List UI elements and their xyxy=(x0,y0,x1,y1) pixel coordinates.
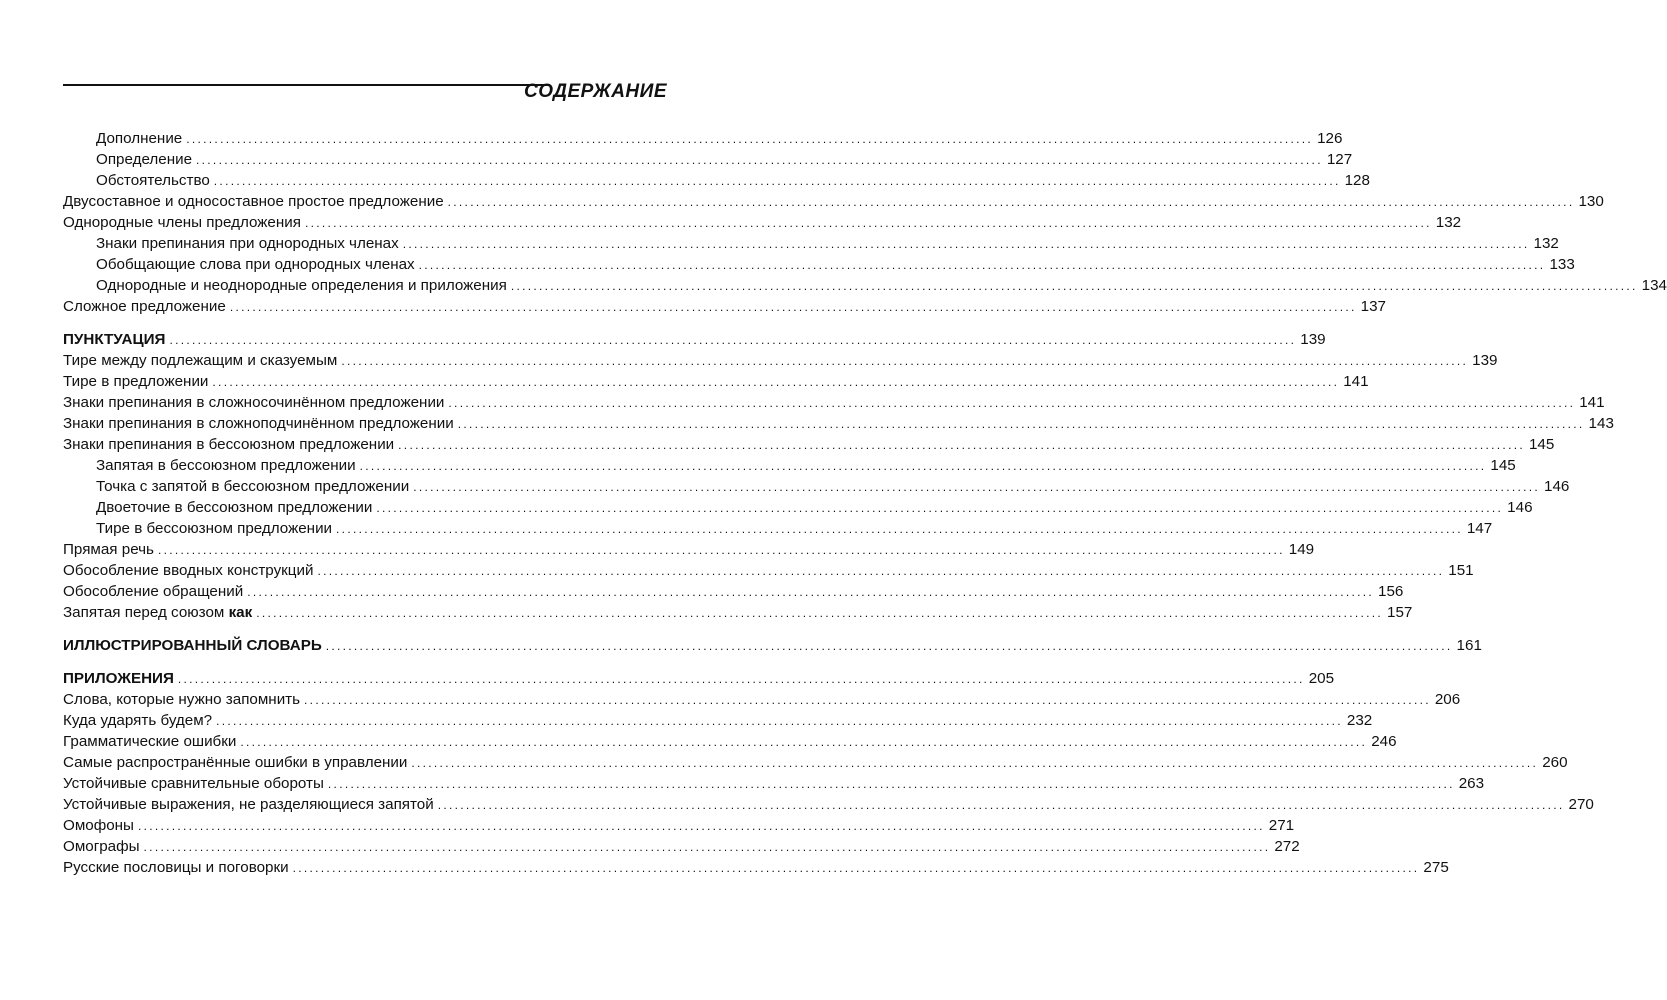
toc-entry xyxy=(63,581,1404,602)
toc-entry-title: Тире в бессоюзном предложении xyxy=(96,520,333,537)
toc-entry-page-number: 143 xyxy=(1588,415,1614,432)
section-gap xyxy=(63,623,665,635)
dot-leader: ........................................................................................................................................................................................................ xyxy=(212,375,1340,389)
toc-entry-page-number: 263 xyxy=(1458,775,1485,792)
dot-leader: ........................................................................................................................................................................................................ xyxy=(411,756,1539,770)
toc-entry xyxy=(63,149,1353,170)
dot-leader: ........................................................................................................................................................................................................ xyxy=(418,258,1546,272)
toc-entry-page-number: 145 xyxy=(1490,457,1516,474)
toc-entry xyxy=(63,668,1335,689)
toc-entry-page-number: 141 xyxy=(1343,373,1369,390)
toc-entry-page-number: 139 xyxy=(1472,352,1498,369)
toc-entry-title: Куда ударять будем? xyxy=(63,712,213,729)
dot-leader: ........................................................................................................................................................................................................ xyxy=(196,153,1323,167)
toc-entry xyxy=(63,689,1461,710)
toc-entry-page-number: 141 xyxy=(1579,394,1605,411)
page-header-title: СОДЕРЖАНИЕ xyxy=(524,81,667,102)
toc-entry-title: Запятая в бессоюзном предложении xyxy=(96,457,356,474)
table-of-contents xyxy=(63,128,1667,878)
toc-entry-page-number: 127 xyxy=(1326,151,1353,168)
dot-leader: ........................................................................................................................................................................................................ xyxy=(448,396,1576,410)
toc-entry xyxy=(63,497,1533,518)
dot-leader: ........................................................................................................................................................................................................ xyxy=(317,564,1445,578)
toc-entry-title: Обстоятельство xyxy=(96,172,210,189)
toc-entry-page-number: 146 xyxy=(1507,499,1533,516)
toc-entry-title: Обособление обращений xyxy=(63,583,244,600)
dot-leader: ........................................................................................................................................................................................................ xyxy=(402,237,1530,251)
toc-entry-page-number: 149 xyxy=(1288,541,1315,558)
dot-leader: ........................................................................................................................................................................................................ xyxy=(325,639,1453,653)
toc-entry-title: Тире между подлежащим и сказуемым xyxy=(63,352,338,369)
toc-entry-title: Прямая речь xyxy=(63,541,154,558)
toc-entry-title: Определение xyxy=(96,151,193,168)
toc-entry-title: Запятая перед союзом как xyxy=(63,604,253,621)
dot-leader: ........................................................................................................................................................................................................ xyxy=(247,585,1374,599)
toc-entry-page-number: 132 xyxy=(1435,214,1462,231)
dot-leader: ........................................................................................................................................................................................................ xyxy=(437,798,1565,812)
toc-entry-title: Омофоны xyxy=(63,817,134,834)
toc-entry-title: Знаки препинания в сложноподчинённом предложении xyxy=(63,415,454,432)
dot-leader: ........................................................................................................................................................................................................ xyxy=(157,543,1285,557)
toc-entry-title: Обособление вводных конструкций xyxy=(63,562,314,579)
toc-entry xyxy=(63,434,1555,455)
toc-entry-title: Двусоставное и односоставное простое предложение xyxy=(63,193,444,210)
toc-entry-page-number: 156 xyxy=(1378,583,1404,600)
toc-entry-page-number: 126 xyxy=(1317,130,1343,147)
toc-entry xyxy=(63,233,1559,254)
toc-entry-page-number: 260 xyxy=(1542,754,1568,771)
toc-entry-title: Тире в предложении xyxy=(63,373,209,390)
toc-entry-page-number: 270 xyxy=(1568,796,1594,813)
dot-leader: ........................................................................................................................................................................................................ xyxy=(292,861,1420,875)
toc-entry-page-number: 137 xyxy=(1360,298,1386,315)
dot-leader: ........................................................................................................................................................................................................ xyxy=(457,417,1585,431)
toc-entry-title: Сложное предложение xyxy=(63,298,226,315)
toc-entry xyxy=(63,731,1397,752)
toc-entry xyxy=(63,212,1462,233)
toc-entry xyxy=(63,350,1498,371)
toc-entry-title: Однородные члены предложения xyxy=(63,214,301,231)
toc-entry xyxy=(63,128,1343,149)
toc-entry xyxy=(63,392,1605,413)
toc-entry xyxy=(63,815,1295,836)
toc-entry xyxy=(63,296,1386,317)
toc-entry xyxy=(63,371,1369,392)
toc-entry-title: Омографы xyxy=(63,838,140,855)
toc-entry-title: Дополнение xyxy=(96,130,183,147)
section-gap xyxy=(63,317,665,329)
toc-entry-title: Грамматические ошибки xyxy=(63,733,237,750)
toc-entry-page-number: 157 xyxy=(1387,604,1413,621)
section-gap xyxy=(63,656,665,668)
toc-entry-page-number: 146 xyxy=(1544,478,1570,495)
toc-entry-page-number: 128 xyxy=(1344,172,1370,189)
toc-entry-title: Знаки препинания при однородных членах xyxy=(96,235,399,252)
toc-entry-page-number: 130 xyxy=(1578,193,1604,210)
dot-leader: ........................................................................................................................................................................................................ xyxy=(341,354,1469,368)
dot-leader: ........................................................................................................................................................................................................ xyxy=(213,174,1341,188)
toc-entry xyxy=(63,191,1604,212)
toc-entry-title: ПУНКТУАЦИЯ xyxy=(63,331,166,348)
dot-leader: ........................................................................................................................................................................................................ xyxy=(186,132,1314,146)
toc-entry-title: Слова, которые нужно запомнить xyxy=(63,691,301,708)
toc-entry-title: Устойчивые сравнительные обороты xyxy=(63,775,324,792)
toc-entry xyxy=(63,602,1413,623)
toc-entry xyxy=(63,836,1300,857)
toc-entry-page-number: 271 xyxy=(1268,817,1295,834)
toc-entry xyxy=(63,560,1474,581)
toc-entry xyxy=(63,413,1614,434)
dot-leader: ........................................................................................................................................................................................................ xyxy=(304,216,1432,230)
toc-entry xyxy=(63,794,1594,815)
dot-leader: ........................................................................................................................................................................................................ xyxy=(169,333,1297,347)
toc-entry-page-number: 133 xyxy=(1549,256,1575,273)
toc-entry xyxy=(63,518,1493,539)
toc-entry-title: Знаки препинания в сложносочинённом предложении xyxy=(63,394,445,411)
dot-leader: ........................................................................................................................................................................................................ xyxy=(229,300,1357,314)
toc-entry xyxy=(63,773,1485,794)
toc-entry xyxy=(63,857,1449,878)
toc-entry-title: Двоеточие в бессоюзном предложении xyxy=(96,499,373,516)
dot-leader: ........................................................................................................................................................................................................ xyxy=(376,501,1504,515)
toc-entry-page-number: 145 xyxy=(1528,436,1555,453)
dot-leader: ........................................................................................................................................................................................................ xyxy=(304,693,1431,707)
toc-entry xyxy=(63,539,1315,560)
toc-entry xyxy=(63,254,1575,275)
toc-entry-page-number: 246 xyxy=(1371,733,1397,750)
toc-entry-title: Знаки препинания в бессоюзном предложении xyxy=(63,436,395,453)
toc-entry-page-number: 139 xyxy=(1300,331,1326,348)
toc-entry xyxy=(63,635,1482,656)
toc-entry-page-number: 161 xyxy=(1456,637,1482,654)
toc-entry xyxy=(63,476,1570,497)
toc-entry-page-number: 132 xyxy=(1533,235,1559,252)
toc-entry xyxy=(63,455,1516,476)
toc-entry xyxy=(63,752,1568,773)
dot-leader: ........................................................................................................................................................................................................ xyxy=(398,438,1525,452)
dot-leader: ........................................................................................................................................................................................................ xyxy=(256,606,1384,620)
toc-entry-title: Точка с запятой в бессоюзном предложении xyxy=(96,478,410,495)
dot-leader: ........................................................................................................................................................................................................ xyxy=(137,819,1265,833)
toc-entry xyxy=(63,275,1667,296)
dot-leader: ........................................................................................................................................................................................................ xyxy=(336,522,1463,536)
dot-leader: ........................................................................................................................................................................................................ xyxy=(240,735,1368,749)
toc-entry-title: Устойчивые выражения, не разделяющиеся запятой xyxy=(63,796,434,813)
toc-entry xyxy=(63,170,1370,191)
dot-leader: ........................................................................................................................................................................................................ xyxy=(447,195,1575,209)
toc-entry-page-number: 275 xyxy=(1423,859,1449,876)
dot-leader: ........................................................................................................................................................................................................ xyxy=(177,672,1305,686)
toc-entry-page-number: 272 xyxy=(1274,838,1300,855)
toc-entry-title: ПРИЛОЖЕНИЯ xyxy=(63,670,174,687)
toc-entry-title: Обобщающие слова при однородных членах xyxy=(96,256,415,273)
toc-entry xyxy=(63,710,1373,731)
toc-entry-page-number: 134 xyxy=(1641,277,1667,294)
dot-leader: ........................................................................................................................................................................................................ xyxy=(510,279,1638,293)
toc-entry-title: Самые распространённые ошибки в управлении xyxy=(63,754,408,771)
toc-entry-page-number: 151 xyxy=(1448,562,1474,579)
toc-entry-page-number: 147 xyxy=(1466,520,1493,537)
dot-leader: ........................................................................................................................................................................................................ xyxy=(413,480,1540,494)
toc-entry-title: ИЛЛЮСТРИРОВАННЫЙ СЛОВАРЬ xyxy=(63,637,322,654)
toc-entry-page-number: 232 xyxy=(1346,712,1373,729)
toc-entry-page-number: 205 xyxy=(1308,670,1335,687)
header-rule xyxy=(63,84,550,86)
toc-entry-title: Русские пословицы и поговорки xyxy=(63,859,289,876)
dot-leader: ........................................................................................................................................................................................................ xyxy=(216,714,1343,728)
dot-leader: ........................................................................................................................................................................................................ xyxy=(327,777,1455,791)
dot-leader: ........................................................................................................................................................................................................ xyxy=(359,459,1487,473)
toc-entry-title: Однородные и неоднородные определения и приложения xyxy=(96,277,507,294)
toc-entry-page-number: 206 xyxy=(1434,691,1461,708)
toc-entry xyxy=(63,329,1326,350)
dot-leader: ........................................................................................................................................................................................................ xyxy=(143,840,1271,854)
